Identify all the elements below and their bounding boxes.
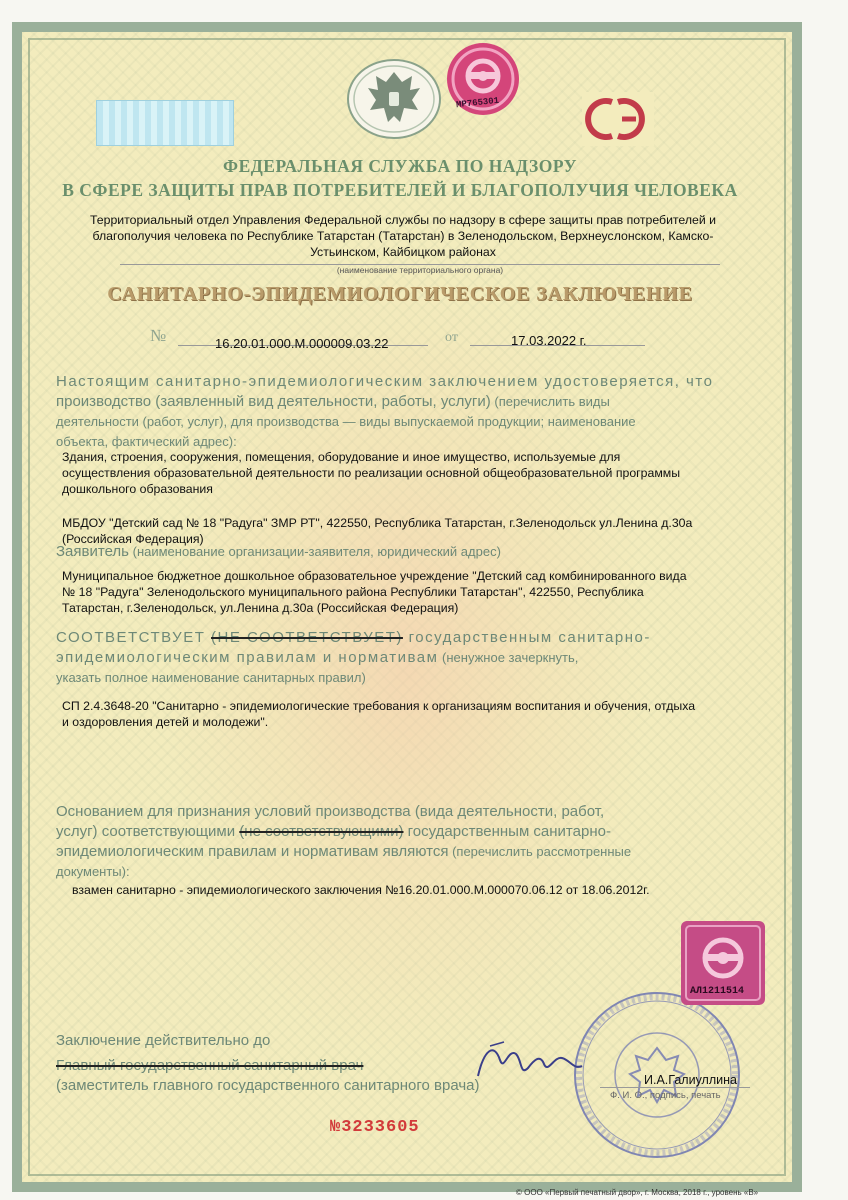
compliance-line2-small: (ненужное зачеркнуть,	[438, 650, 579, 665]
handwritten-signature	[470, 1030, 590, 1094]
validity	[56, 1031, 742, 1051]
object-line1: Здания, строения, сооружения, помещения, оборудование и иное имущество, используемые для	[62, 450, 621, 464]
applicant-line1: Муниципальное бюджетное дошкольное образовательное учреждение "Детский сад комбинированного вида	[62, 569, 687, 583]
rules-line1: СП 2.4.3648-20 "Санитарно - эпидемиологические требования к организациям воспитания и обучения, отдыха	[62, 699, 696, 713]
applicant-line2: № 18 "Радуга" Зеленодольского муниципального района Республики Татарстан", 422550, Республика	[62, 585, 644, 599]
se-logo-icon	[582, 92, 654, 146]
territorial-body	[58, 212, 748, 260]
hologram-seal-code: МР765301	[455, 95, 500, 111]
document-title: САНИТАРНО-ЭПИДЕМИОЛОГИЧЕСКОЕ ЗАКЛЮЧЕНИЕ	[107, 283, 693, 305]
conforms-text: СООТВЕТСТВУЕТ	[56, 629, 206, 646]
hologram-seal-bottom-code: АЛ1211514	[690, 986, 745, 997]
applicant-label	[56, 542, 742, 562]
double-headed-eagle-emblem	[346, 58, 442, 140]
object-address-line1: МБДОУ "Детский сад № 18 "Радуга" ЗМР РТ", 422550, Республика Татарстан, г.Зеленодольск ул.Ленина д.30а	[62, 516, 693, 530]
object-description	[62, 449, 738, 497]
certify-line3: деятельности (работ, услуг), для производства — виды выпускаемой продукции; наименование	[56, 414, 636, 429]
hologram-strip	[96, 100, 234, 146]
territorial-body-line1: Территориальный отдел Управления Федеральной службы по надзору в сфере защиты прав потребителей и	[89, 213, 717, 227]
validity-label: Заключение действительно до	[56, 1032, 271, 1049]
form-serial-number: №3233605	[330, 1118, 420, 1137]
basis-document: взамен санитарно - эпидемиологического заключения №16.20.01.000.М.000070.06.12 от 18.06.2012г.	[72, 883, 650, 897]
number-symbol: №	[150, 326, 167, 345]
basis-statement	[56, 802, 742, 882]
object-address-line2: (Российская Федерация)	[62, 532, 204, 546]
printer-footer: © ООО «Первый печатный двор», г. Москва, 2018 г., уровень «В»	[516, 1188, 759, 1197]
basis-line3-small: (перечислить рассмотренные	[448, 844, 632, 859]
basis-line3-big: эпидемиологическим правилам и нормативам являются	[56, 843, 449, 860]
territorial-body-caption: (наименование территориального органа)	[336, 265, 504, 275]
compliance-statement	[56, 628, 742, 688]
applicant-label-big: Заявитель	[56, 543, 129, 560]
rules-line2: и оздоровления детей и молодежи".	[62, 715, 269, 729]
certificate-date: 17.03.2022 г.	[511, 333, 587, 348]
compliance-line2-big: эпидемиологическим правилам и нормативам	[56, 649, 439, 666]
compliance-line3: указать полное наименование санитарных правил)	[56, 670, 366, 685]
deputy-chief-doctor: (заместитель главного государственного санитарного врача)	[56, 1077, 480, 1094]
fio-caption: Ф. И. О., подпись, печать	[610, 1090, 721, 1101]
chief-doctor-struck: Главный государственный санитарный врач	[56, 1057, 364, 1074]
certificate-number: 16.20.01.000.М.000009.03.22	[215, 336, 389, 351]
certify-line1: Настоящим санитарно-эпидемиологическим заключением удостоверяется, что	[56, 373, 714, 390]
basis-line1: Основанием для признания условий производства (вида деятельности, работ,	[56, 803, 605, 820]
basis-line4: документы):	[56, 864, 130, 879]
certify-line2-big: производство (заявленный вид деятельности, работы, услуги)	[56, 393, 491, 410]
agency-name-line1: ФЕДЕРАЛЬНАЯ СЛУЖБА ПО НАДЗОРУ	[223, 156, 577, 176]
applicant-line3: Татарстан, г.Зеленодольск, ул.Ленина д.30а (Российская Федерация)	[62, 601, 459, 615]
compliance-tail1: государственным санитарно-	[402, 629, 651, 646]
not-conforms-struck: (НЕ СООТВЕТСТВУЕТ)	[211, 629, 403, 646]
applicant-details	[62, 568, 738, 616]
object-line2: осуществления образовательной деятельности по реализации основной общеобразовательной программы	[62, 466, 681, 480]
object-line3: дошкольного образования	[62, 482, 213, 496]
basis-line2-post: государственным санитарно-	[403, 823, 611, 840]
basis-line2-pre: услуг) соответствующими	[56, 823, 240, 840]
signature-underline	[600, 1087, 750, 1088]
certify-statement	[56, 372, 742, 452]
signatory-name: И.А.Галиуллина	[644, 1073, 737, 1087]
basis-line2-struck: (не соответствующими)	[239, 823, 404, 840]
agency-name-line2: В СФЕРЕ ЗАЩИТЫ ПРАВ ПОТРЕБИТЕЛЕЙ И БЛАГОПОЛУЧИЯ ЧЕЛОВЕКА	[62, 180, 738, 200]
certify-line4: объекта, фактический адрес):	[56, 434, 237, 449]
certify-line2-small: (перечислить виды	[490, 394, 610, 409]
date-from-label: от	[445, 330, 458, 345]
territorial-body-line2: благополучия человека по Республике Татарстан (Татарстан) в Зеленодольском, Верхнеуслонском, Камско-	[92, 229, 714, 243]
territorial-body-line3: Устьинском, Кайбицком районах	[310, 245, 496, 259]
applicant-label-small: (наименование организации-заявителя, юридический адрес)	[129, 544, 501, 559]
sanitary-rules	[62, 698, 738, 730]
